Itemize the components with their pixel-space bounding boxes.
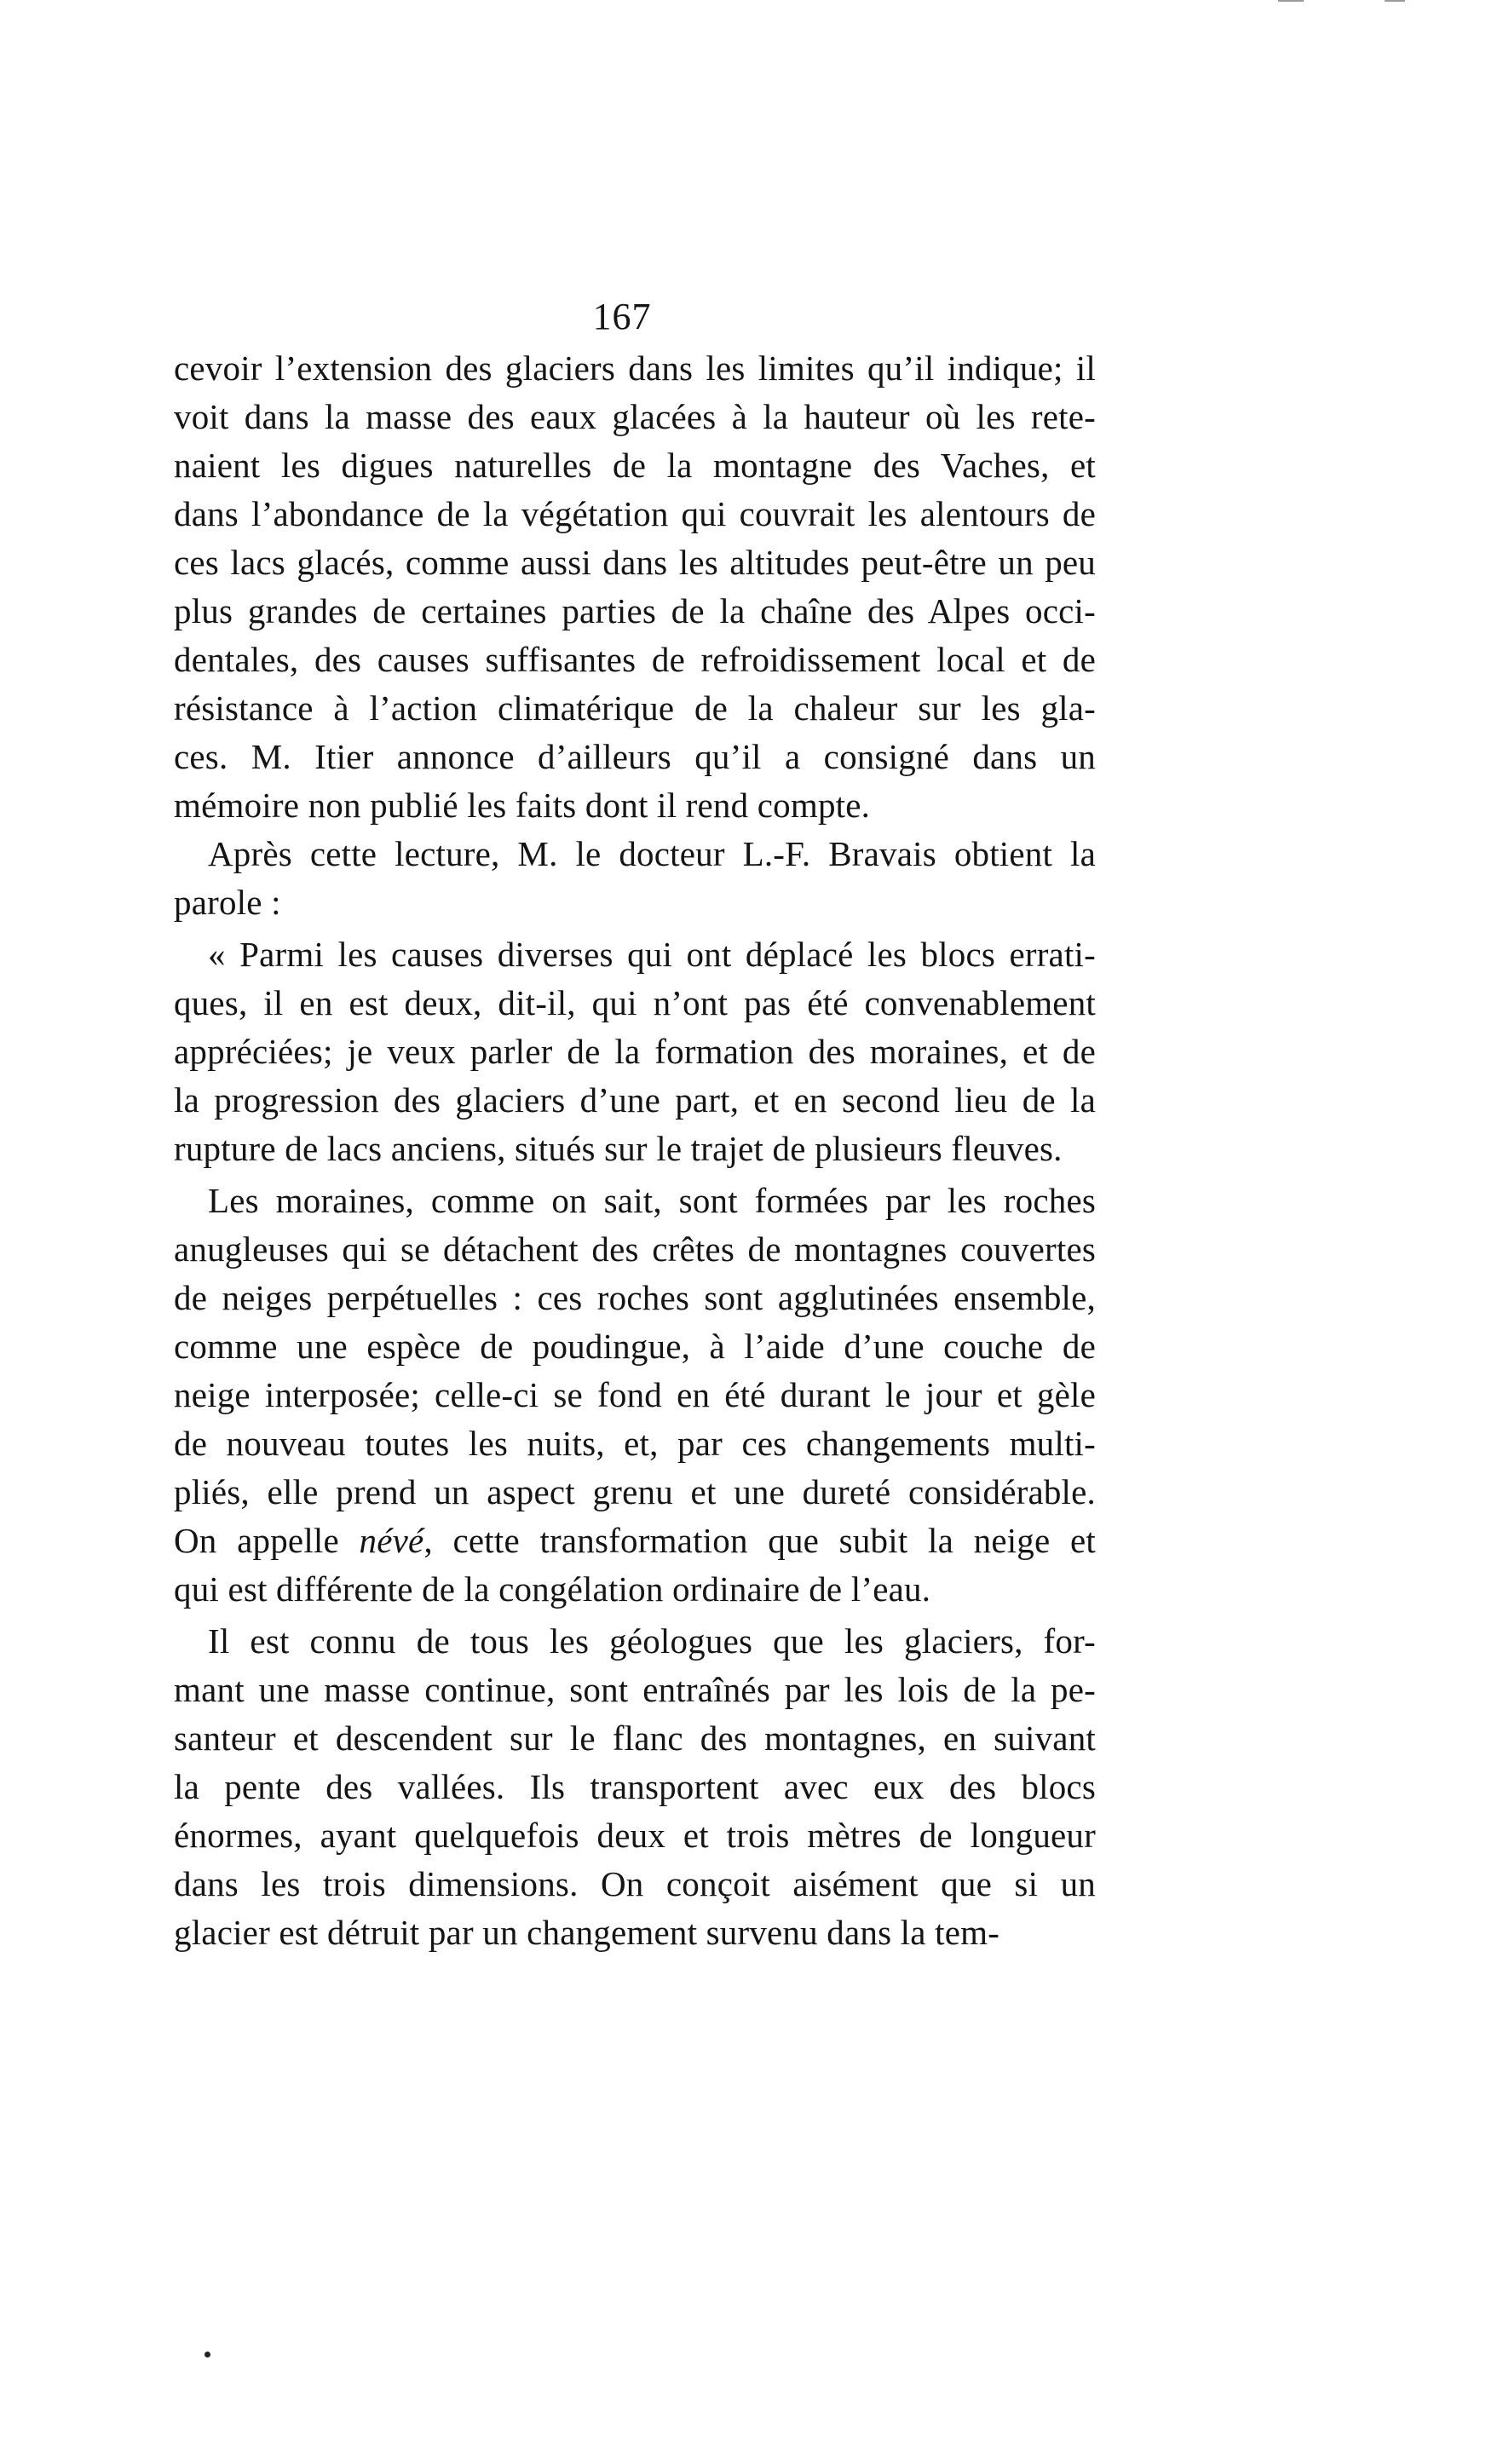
text-line: rupture de lacs anciens, situés sur le trajet de plusieurs fleuves. xyxy=(174,1129,1063,1168)
text-line: comme une espèce de poudingue, à l’aide d’une couche de xyxy=(174,1327,1096,1366)
italic-term: névé xyxy=(359,1521,424,1560)
paragraph xyxy=(174,830,1096,927)
text-line: de nouveau toutes les nuits, et, par ces changements multi- xyxy=(174,1424,1096,1463)
paragraph xyxy=(174,344,1096,830)
text-line: parole : xyxy=(174,883,281,922)
paragraph xyxy=(174,930,1096,1173)
text-line: appréciées; je veux parler de la formation des moraines, et de xyxy=(174,1032,1096,1071)
text-line: la pente des vallées. Ils transportent avec eux des blocs xyxy=(174,1767,1096,1806)
text-line: santeur et descendent sur le flanc des montagnes, en suivant xyxy=(174,1718,1096,1758)
text-line: glacier est détruit par un changement survenu dans la tem- xyxy=(174,1913,1000,1952)
text-line: ques, il en est deux, dit-il, qui n’ont pas été convenablement xyxy=(174,983,1096,1022)
text-line: Après cette lecture, M. le docteur L.-F. Bravais obtient la xyxy=(208,834,1096,873)
paragraph xyxy=(174,1617,1096,1957)
text-line: Les moraines, comme on sait, sont formées par les roches xyxy=(208,1181,1096,1220)
text-line: la progression des glaciers d’une part, et en second lieu de la xyxy=(174,1080,1096,1120)
text-line: dans les trois dimensions. On conçoit aisément que si un xyxy=(174,1864,1096,1903)
text-line: plus grandes de certaines parties de la chaîne des Alpes occi- xyxy=(174,591,1096,630)
text-line: naient les digues naturelles de la montagne des Vaches, et xyxy=(174,446,1096,485)
text-line: cevoir l’extension des glaciers dans les limites qu’il indique; il xyxy=(174,348,1096,388)
text-line: dentales, des causes suffisantes de refroidissement local et de xyxy=(174,640,1096,679)
text-line: On appelle névé, cette transformation que subit la neige et xyxy=(174,1521,1097,1560)
text-line: « Parmi les causes diverses qui ont déplacé les blocs errati- xyxy=(208,935,1096,974)
text-line: résistance à l’action climatérique de la chaleur sur les gla- xyxy=(174,688,1096,728)
body-text xyxy=(174,344,1096,1957)
text-line: dans l’abondance de la végétation qui couvrait les alentours de xyxy=(174,494,1096,533)
scan-mark xyxy=(1278,0,1304,2)
text-line: anugleuses qui se détachent des crêtes de montagnes couvertes xyxy=(174,1229,1096,1269)
scan-mark xyxy=(1385,0,1405,2)
ink-speck xyxy=(205,2352,210,2357)
text-line: neige interposée; celle-ci se fond en été durant le jour et gèle xyxy=(174,1375,1096,1414)
text-line: Il est connu de tous les géologues que les glaciers, for- xyxy=(208,1621,1096,1661)
text-line: mant une masse continue, sont entraînés par les lois de la pe- xyxy=(174,1670,1096,1709)
text-line: voit dans la masse des eaux glacées à la hauteur où les rete- xyxy=(174,397,1096,436)
text-line: ces lacs glacés, comme aussi dans les altitudes peut-être un peu xyxy=(174,543,1096,582)
text-line: de neiges perpétuelles : ces roches sont agglutinées ensemble, xyxy=(174,1278,1096,1317)
text-line: énormes, ayant quelquefois deux et trois mètres de longueur xyxy=(174,1816,1096,1855)
page-number: 167 xyxy=(592,296,652,337)
text-line: mémoire non publié les faits dont il rend compte. xyxy=(174,786,871,825)
text-line: qui est différente de la congélation ordinaire de l’eau. xyxy=(174,1569,931,1609)
paragraph xyxy=(174,1177,1096,1614)
text-line: pliés, elle prend un aspect grenu et une dureté considérable. xyxy=(174,1472,1096,1511)
text-line: ces. M. Itier annonce d’ailleurs qu’il a consigné dans un xyxy=(174,737,1096,776)
